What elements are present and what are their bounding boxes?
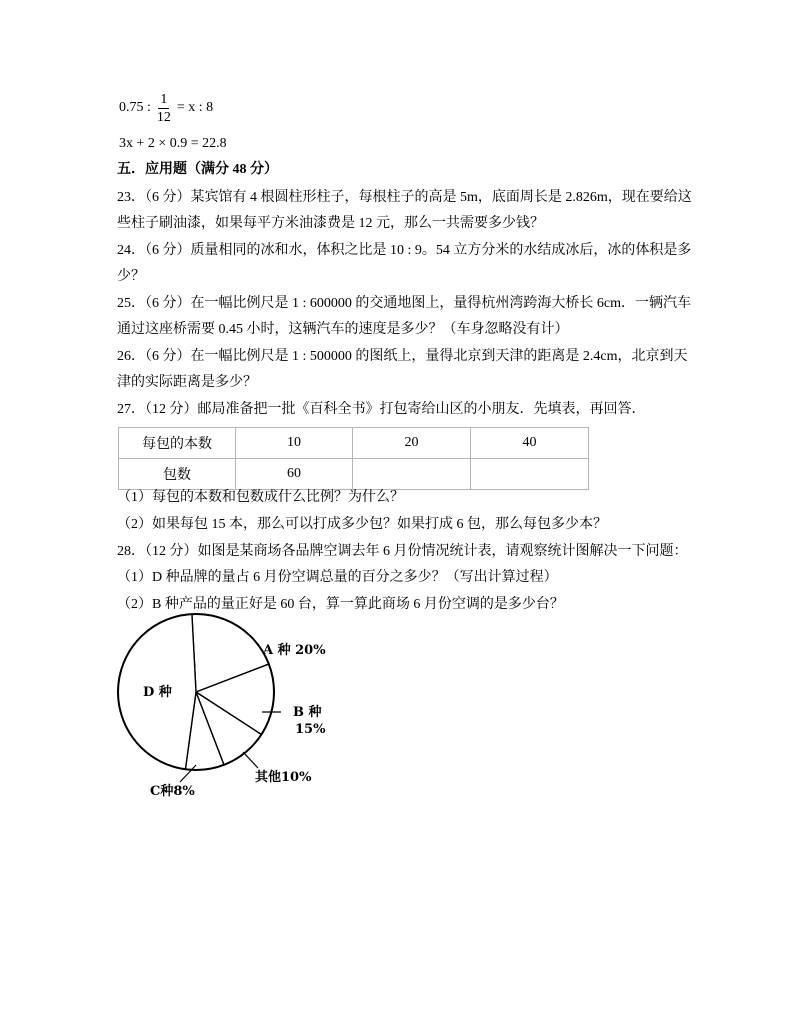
fraction <box>155 91 173 126</box>
question-24-line-2: 少？ <box>117 269 145 284</box>
fraction-denominator: 12 <box>156 109 171 125</box>
equation-1 <box>118 89 214 127</box>
table-cell: 20 <box>353 428 471 459</box>
equation-1-prefix: 0.75 : <box>119 100 151 115</box>
fraction-numerator: 1 <box>160 91 168 107</box>
question-28-stem: 28．（12 分）如图是某商场各品牌空调去年 6 月份情况统计表，请观察统计图解决一下问题： <box>117 544 688 559</box>
question-25-line-2: 通过这座桥需要 0.45 小时，这辆汽车的速度是多少？（车身忽略没有计） <box>117 322 569 337</box>
question-27-stem: 27．（12 分）邮局准备把一批《百科全书》打包寄给山区的小朋友．先填表，再回答． <box>117 402 646 417</box>
books-per-package-table <box>118 427 589 490</box>
equation-1-suffix: = x : 8 <box>176 100 214 115</box>
pie-label-c: C种8% <box>150 784 195 799</box>
question-27-part-2: （2）如果每包 15 本，那么可以打成多少包？如果打成 6 包，那么每包多少本？ <box>117 517 607 532</box>
question-26-line-2: 津的实际距离是多少？ <box>117 375 257 390</box>
pie-label-other: 其他10% <box>255 770 312 785</box>
table-row <box>119 459 589 490</box>
table-cell: 60 <box>236 459 353 490</box>
pie-label-b-percent: 15% <box>295 722 326 737</box>
question-23-line-2: 些柱子刷油漆，如果每平方米油漆费是 12 元，那么一共需要多少钱？ <box>117 216 544 231</box>
question-27-part-1: （1）每包的本数和包数成什么比例？为什么？ <box>117 490 404 505</box>
table-cell <box>471 459 589 490</box>
table-cell <box>353 459 471 490</box>
table-header-cell: 包数 <box>119 459 236 490</box>
question-25-line-1: 25．（6 分）在一幅比例尺是 1 : 600000 的交通地图上，量得杭州湾跨海大桥长 6cm．一辆汽车 <box>117 296 691 311</box>
pie-label-d: D 种 <box>143 685 172 700</box>
pointer-other <box>243 752 258 768</box>
table-cell: 10 <box>236 428 353 459</box>
pie-chart <box>110 600 350 805</box>
table-header-cell: 每包的本数 <box>119 428 236 459</box>
question-23-line-1: 23．（6 分）某宾馆有 4 根圆柱形柱子，每根柱子的高是 5m，底面周长是 2.826m，现在要给这 <box>117 190 692 205</box>
section-title: 五．应用题（满分 48 分） <box>117 162 278 177</box>
pie-label-a: A 种 20% <box>263 643 326 658</box>
table-cell: 40 <box>471 428 589 459</box>
question-24-line-1: 24．（6 分）质量相同的冰和水，体积之比是 10 : 9。54 立方分米的水结成冰后，冰的体积是多 <box>117 243 692 258</box>
question-28-part-1: （1）D 种品牌的量占 6 月份空调总量的百分之多少？（写出计算过程） <box>117 570 558 585</box>
equation-2: 3x + 2 × 0.9 = 22.8 <box>119 136 227 151</box>
question-26-line-1: 26．（6 分）在一幅比例尺是 1 : 500000 的图纸上，量得北京到天津的距离是 2.4cm，北京到天 <box>117 349 688 364</box>
table-row <box>119 428 589 459</box>
pie-label-b: B 种 <box>293 705 322 720</box>
question-28-part-2: （2）B 种产品的量正好是 60 台，算一算此商场 6 月份空调的是多少台？ <box>117 597 564 612</box>
